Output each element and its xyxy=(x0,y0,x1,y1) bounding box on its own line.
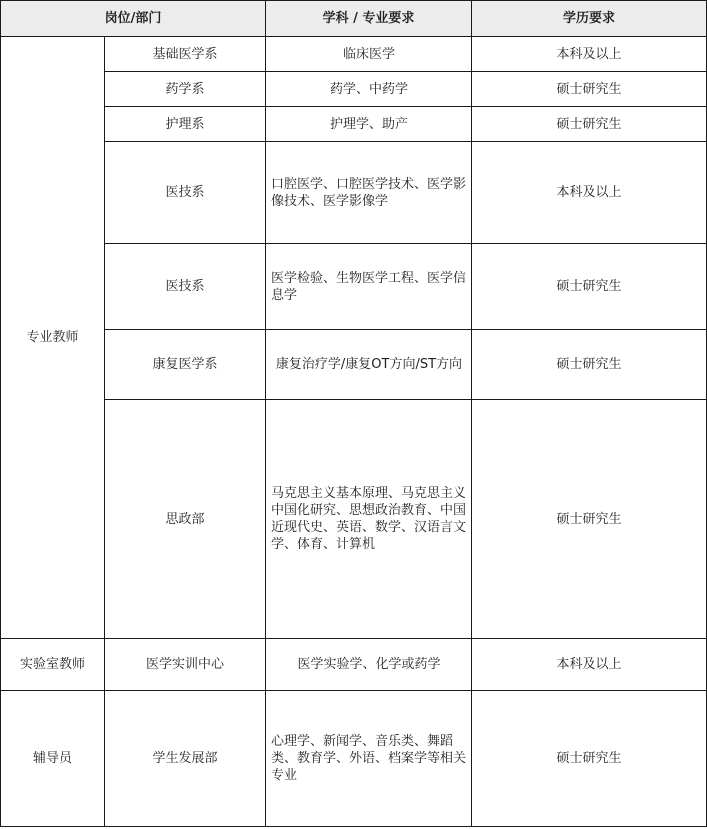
table-row xyxy=(1,400,707,639)
department-cell: 学生发展部 xyxy=(105,691,266,827)
table-row xyxy=(1,639,707,691)
table-row xyxy=(1,107,707,142)
table-row xyxy=(1,244,707,330)
department-cell: 康复医学系 xyxy=(105,330,266,400)
education-cell: 硕士研究生 xyxy=(472,330,707,400)
header-row xyxy=(1,1,707,37)
department-cell: 思政部 xyxy=(105,400,266,639)
subject-cell: 药学、中药学 xyxy=(266,72,472,107)
category-cell: 专业教师 xyxy=(1,37,105,639)
subject-cell: 医学检验、生物医学工程、医学信息学 xyxy=(266,244,472,330)
table-row xyxy=(1,72,707,107)
education-cell: 硕士研究生 xyxy=(472,244,707,330)
education-cell: 硕士研究生 xyxy=(472,107,707,142)
department-cell: 药学系 xyxy=(105,72,266,107)
department-cell: 护理系 xyxy=(105,107,266,142)
education-cell: 硕士研究生 xyxy=(472,400,707,639)
education-cell: 本科及以上 xyxy=(472,37,707,72)
category-cell: 实验室教师 xyxy=(1,639,105,691)
education-cell: 本科及以上 xyxy=(472,142,707,244)
education-cell: 硕士研究生 xyxy=(472,72,707,107)
subject-cell: 马克思主义基本原理、马克思主义中国化研究、思想政治教育、中国近现代史、英语、数学、汉语言文学、体育、计算机 xyxy=(266,400,472,639)
table-row xyxy=(1,142,707,244)
subject-cell: 口腔医学、口腔医学技术、医学影像技术、医学影像学 xyxy=(266,142,472,244)
table-row xyxy=(1,330,707,400)
education-cell: 本科及以上 xyxy=(472,639,707,691)
header-subject: 学科 / 专业要求 xyxy=(266,1,472,37)
subject-cell: 医学实验学、化学或药学 xyxy=(266,639,472,691)
subject-cell: 护理学、助产 xyxy=(266,107,472,142)
subject-cell: 临床医学 xyxy=(266,37,472,72)
table-row xyxy=(1,37,707,72)
header-position: 岗位/部门 xyxy=(1,1,266,37)
education-cell: 硕士研究生 xyxy=(472,691,707,827)
subject-cell: 康复治疗学/康复OT方向/ST方向 xyxy=(266,330,472,400)
department-cell: 医技系 xyxy=(105,244,266,330)
subject-cell: 心理学、新闻学、音乐类、舞蹈类、教育学、外语、档案学等相关专业 xyxy=(266,691,472,827)
table-row xyxy=(1,691,707,827)
header-education: 学历要求 xyxy=(472,1,707,37)
department-cell: 基础医学系 xyxy=(105,37,266,72)
department-cell: 医学实训中心 xyxy=(105,639,266,691)
category-cell: 辅导员 xyxy=(1,691,105,827)
department-cell: 医技系 xyxy=(105,142,266,244)
